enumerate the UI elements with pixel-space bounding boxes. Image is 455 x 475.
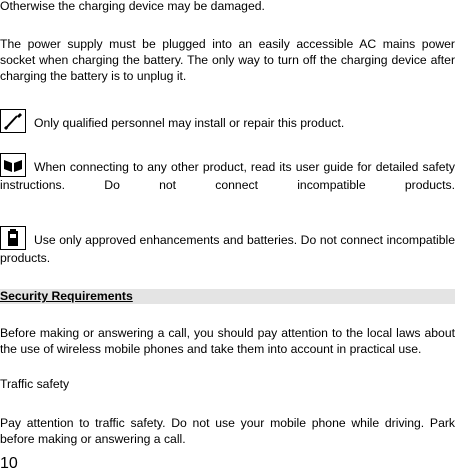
paragraph-local-laws: Before making or answering a call, you should pay attention to the local laws about the use of wireless mobile phones and take them into account in practical use.: [0, 326, 455, 356]
book-icon: [0, 153, 26, 177]
note-approved-enhancements: [0, 226, 455, 266]
note-text: Use only approved enhancements and batteries. Do not connect incompatible products.: [0, 233, 455, 265]
paragraph-charging-warning: Otherwise the charging device may be damaged.: [0, 0, 265, 13]
paragraph-traffic-safety: Pay attention to traffic safety. Do not use your mobile phone while driving. Park before making or answering a call.: [0, 416, 455, 446]
note-qualified-personnel: [0, 109, 455, 133]
page-number: 10: [0, 455, 18, 472]
wrench-icon: [0, 109, 26, 133]
note-text: Only qualified personnel may install or repair this product.: [34, 116, 345, 130]
subheading-traffic-safety: Traffic safety: [0, 377, 70, 391]
battery-icon: [0, 226, 26, 250]
note-user-guide: [0, 153, 455, 193]
note-text: When connecting to any other product, read its user guide for detailed safety instructions. Do not connect incompatible products.: [0, 160, 455, 192]
paragraph-power-supply: The power supply must be plugged into an easily accessible AC mains power socket when charging the battery. The only way to turn off the charging device after charging the battery is to unplug it.: [0, 37, 455, 83]
section-title: Security Requirements: [0, 289, 133, 303]
